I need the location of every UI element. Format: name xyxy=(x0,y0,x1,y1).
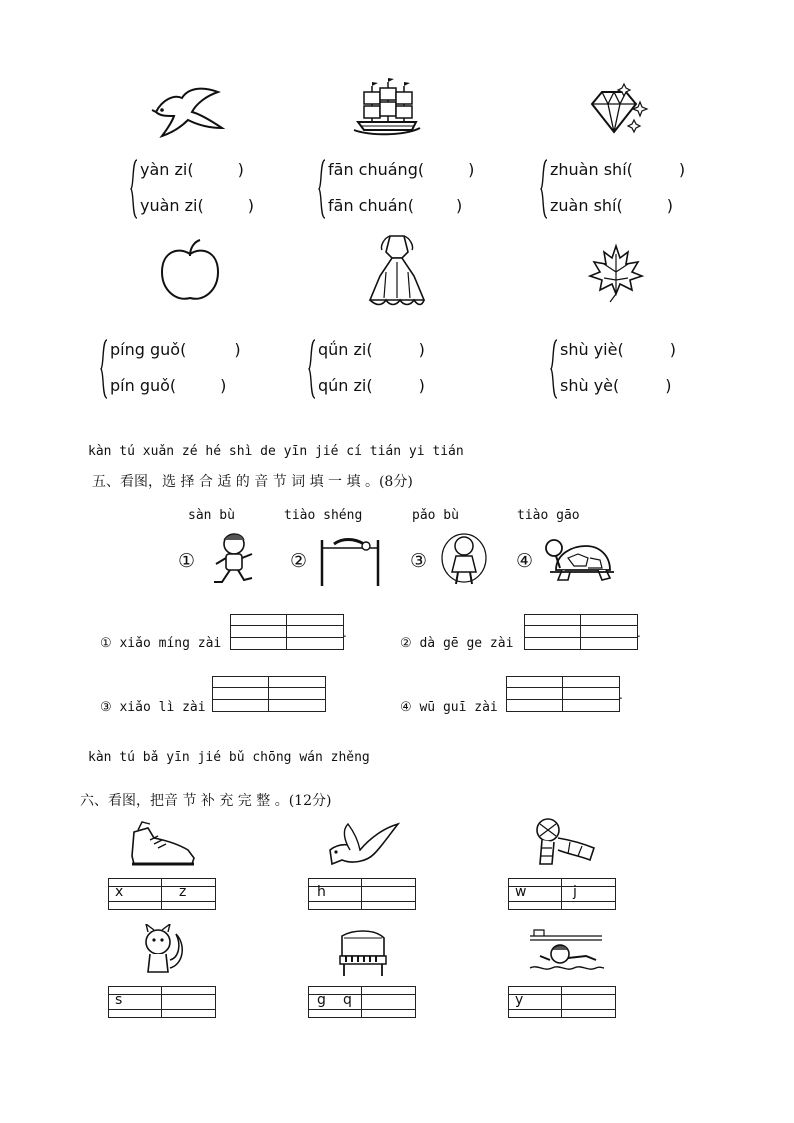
diamond-icon xyxy=(584,80,650,142)
close-paren: ) xyxy=(665,376,672,395)
syllable-letter: z xyxy=(179,884,187,900)
answer-grid-2[interactable] xyxy=(524,614,638,650)
syllable-letter: y xyxy=(515,992,524,1008)
question-2: ② dà gē ge zài xyxy=(400,636,514,651)
syllable-grid-shoes[interactable] xyxy=(108,878,216,910)
squirrel-icon xyxy=(136,924,186,980)
pinyin-option: qǘn zi( xyxy=(318,340,373,359)
pinyin-pair-leaf xyxy=(550,338,720,400)
scarf-icon xyxy=(528,814,602,872)
syllable-letter: j xyxy=(573,884,577,900)
close-paren: ) xyxy=(666,196,673,215)
period: . xyxy=(343,626,347,640)
question-1: ① xiǎo míng zài xyxy=(100,636,222,651)
marker-2: ② xyxy=(290,550,308,572)
syllable-grid-seagull[interactable] xyxy=(308,878,416,910)
swimming-icon xyxy=(526,926,606,980)
brace-icon xyxy=(308,338,316,400)
high-jump-icon xyxy=(318,534,384,588)
syllable-grid-scarf[interactable] xyxy=(508,878,616,910)
pinyin-pair-swallow xyxy=(130,158,300,220)
pinyin-option: fān chuán( xyxy=(328,196,414,215)
sailboat-icon xyxy=(350,78,424,140)
section5-title: 五、看图，选 择 合 适 的 音 节 词 填 一 填 。(8分) xyxy=(92,474,413,490)
pinyin-option: zhuàn shí( xyxy=(550,160,633,179)
turtle-icon xyxy=(544,534,618,588)
question-4: ④ wū guī zài xyxy=(400,700,498,715)
option-label: tiào gāo xyxy=(517,508,580,523)
close-paren: ) xyxy=(468,160,475,179)
syllable-grid-squirrel[interactable] xyxy=(108,986,216,1018)
period: . xyxy=(637,626,641,640)
pinyin-option: píng guǒ( xyxy=(110,340,187,359)
syllable-letter: s xyxy=(115,992,123,1008)
marker-1: ① xyxy=(178,550,196,572)
syllable-letter: x xyxy=(115,884,124,900)
close-paren: ) xyxy=(418,340,425,359)
marker-4: ④ xyxy=(516,550,534,572)
jump-rope-girl-icon xyxy=(438,532,492,590)
close-paren: ) xyxy=(669,340,676,359)
pinyin-option: shù yiè( xyxy=(560,340,624,359)
brace-icon xyxy=(540,158,548,220)
running-boy-icon xyxy=(204,532,260,588)
brace-icon xyxy=(550,338,558,400)
pinyin-pair-sailboat xyxy=(318,158,488,220)
brace-icon xyxy=(318,158,326,220)
close-paren: ) xyxy=(247,196,254,215)
answer-grid-4[interactable] xyxy=(506,676,620,712)
maple-leaf-icon xyxy=(586,242,646,304)
pinyin-pair-diamond xyxy=(540,158,710,220)
pinyin-option: shù yè( xyxy=(560,376,620,395)
answer-grid-3[interactable] xyxy=(212,676,326,712)
pinyin-pair-apple xyxy=(100,338,270,400)
syllable-letter: h xyxy=(317,884,326,900)
syllable-grid-piano[interactable] xyxy=(308,986,416,1018)
seagull-icon xyxy=(326,820,402,872)
close-paren: ) xyxy=(678,160,686,179)
close-paren: ) xyxy=(418,376,425,395)
piano-icon xyxy=(334,926,390,978)
option-label: pǎo bù xyxy=(412,508,459,523)
shoes-icon xyxy=(128,818,198,872)
option-label: tiào shéng xyxy=(284,508,363,523)
period: . xyxy=(619,688,623,702)
option-label: sàn bù xyxy=(188,508,235,523)
close-paren: ) xyxy=(220,376,227,395)
section6-pinyin: kàn tú bǎ yīn jié bǔ chōng wán zhěng xyxy=(88,750,370,765)
marker-3: ③ xyxy=(410,550,428,572)
brace-icon xyxy=(100,338,108,400)
syllable-letter: g xyxy=(317,992,326,1008)
brace-icon xyxy=(130,158,138,220)
pinyin-option: qún zi( xyxy=(318,376,373,395)
pinyin-option: yàn zi( xyxy=(140,160,194,179)
close-paren: ) xyxy=(455,196,463,215)
answer-grid-1[interactable] xyxy=(230,614,344,650)
question-3: ③ xiǎo lì zài xyxy=(100,700,206,715)
swallow-icon xyxy=(148,82,228,140)
dress-icon xyxy=(364,232,430,308)
pinyin-option: pín guǒ( xyxy=(110,376,177,395)
apple-icon xyxy=(156,238,224,304)
syllable-letter: q xyxy=(343,992,352,1008)
pinyin-option: yuàn zi( xyxy=(140,196,204,215)
section5-pinyin: kàn tú xuǎn zé hé shì de yīn jié cí tián yi tián xyxy=(88,444,464,459)
section6-title: 六、看图，把音 节 补 充 完 整 。(12分) xyxy=(80,793,332,809)
syllable-grid-swimming[interactable] xyxy=(508,986,616,1018)
syllable-letter: w xyxy=(515,884,527,900)
close-paren: ) xyxy=(234,340,241,359)
close-paren: ) xyxy=(237,160,244,179)
pinyin-pair-skirt xyxy=(308,338,478,400)
pinyin-option: zuàn shí( xyxy=(550,196,623,215)
pinyin-option: fān chuáng( xyxy=(328,160,425,179)
